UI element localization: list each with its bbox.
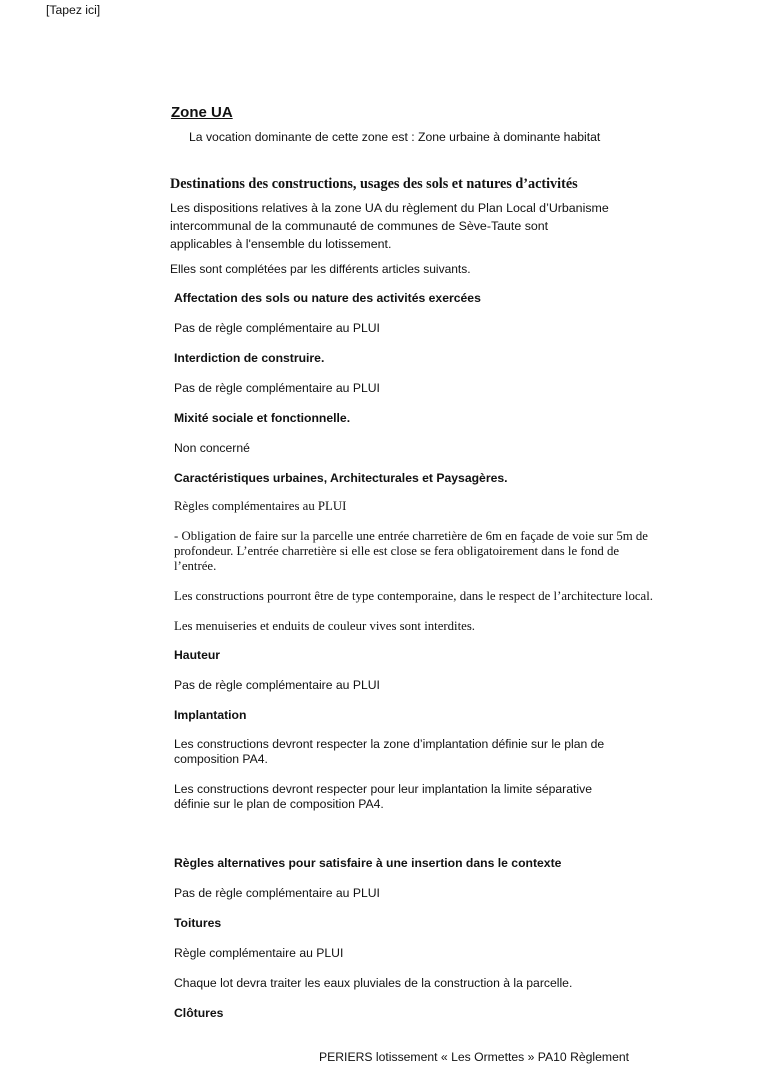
implantation-para1-line-1: Les constructions devront respecter la zone d’implantation définie sur le plan de [174, 737, 605, 751]
interdiction-title: Interdiction de construire. [174, 351, 325, 365]
caracteristiques-title: Caractéristiques urbaines, Architecturales et Paysagères. [174, 471, 508, 485]
implantation-para1-line-2: composition PA4. [174, 752, 268, 766]
caracteristiques-rules-intro: Règles complémentaires au PLUI [174, 499, 347, 513]
toitures-title: Toitures [174, 916, 222, 930]
zone-vocation: La vocation dominante de cette zone est : Zone urbaine à dominante habitat [189, 130, 601, 144]
destinations-complement: Elles sont complétées par les différents articles suivants. [170, 262, 471, 276]
destinations-intro-line-3: applicables à l'ensemble du lotissement. [170, 237, 392, 251]
hauteur-text: Pas de règle complémentaire au PLUI [174, 678, 380, 692]
toitures-eaux-text: Chaque lot devra traiter les eaux pluviales de la construction à la parcelle. [174, 976, 573, 990]
mixite-text: Non concerné [174, 441, 250, 455]
destinations-intro-line-1: Les dispositions relatives à la zone UA du règlement du Plan Local d’Urbanisme [170, 201, 609, 215]
implantation-title: Implantation [174, 708, 247, 722]
regles-alternatives-text: Pas de règle complémentaire au PLUI [174, 886, 380, 900]
affectation-title: Affectation des sols ou nature des activités exercées [174, 291, 481, 305]
interdiction-text: Pas de règle complémentaire au PLUI [174, 381, 380, 395]
mixite-title: Mixité sociale et fonctionnelle. [174, 411, 351, 425]
header-placeholder: [Tapez ici] [46, 3, 101, 17]
menuiseries-text: Les menuiseries et enduits de couleur vives sont interdites. [174, 619, 476, 633]
obligation-line-1: - Obligation de faire sur la parcelle une entrée charretière de 6m en façade de voie sur 5m de [174, 529, 648, 543]
implantation-para2-line-2: définie sur le plan de composition PA4. [174, 797, 384, 811]
clotures-title: Clôtures [174, 1006, 224, 1020]
implantation-para2-line-1: Les constructions devront respecter pour leur implantation la limite séparative [174, 782, 592, 796]
contemporaine-text: Les constructions pourront être de type contemporaine, dans le respect de l’architecture local. [174, 589, 653, 603]
destinations-intro-line-2: intercommunal de la communauté de communes de Sève-Taute sont [170, 219, 549, 233]
affectation-text: Pas de règle complémentaire au PLUI [174, 321, 380, 335]
obligation-line-3: l’entrée. [174, 559, 217, 573]
obligation-line-2: profondeur. L’entrée charretière si elle est close se fera obligatoirement dans le fond de [174, 544, 620, 558]
zone-title: Zone UA [171, 104, 233, 121]
hauteur-title: Hauteur [174, 648, 221, 662]
destinations-heading: Destinations des constructions, usages des sols et natures d’activités [170, 176, 578, 192]
footer-text: PERIERS lotissement « Les Ormettes » PA10 Règlement [319, 1050, 630, 1064]
regles-alternatives-title: Règles alternatives pour satisfaire à une insertion dans le contexte [174, 856, 562, 870]
toitures-text: Règle complémentaire au PLUI [174, 946, 344, 960]
